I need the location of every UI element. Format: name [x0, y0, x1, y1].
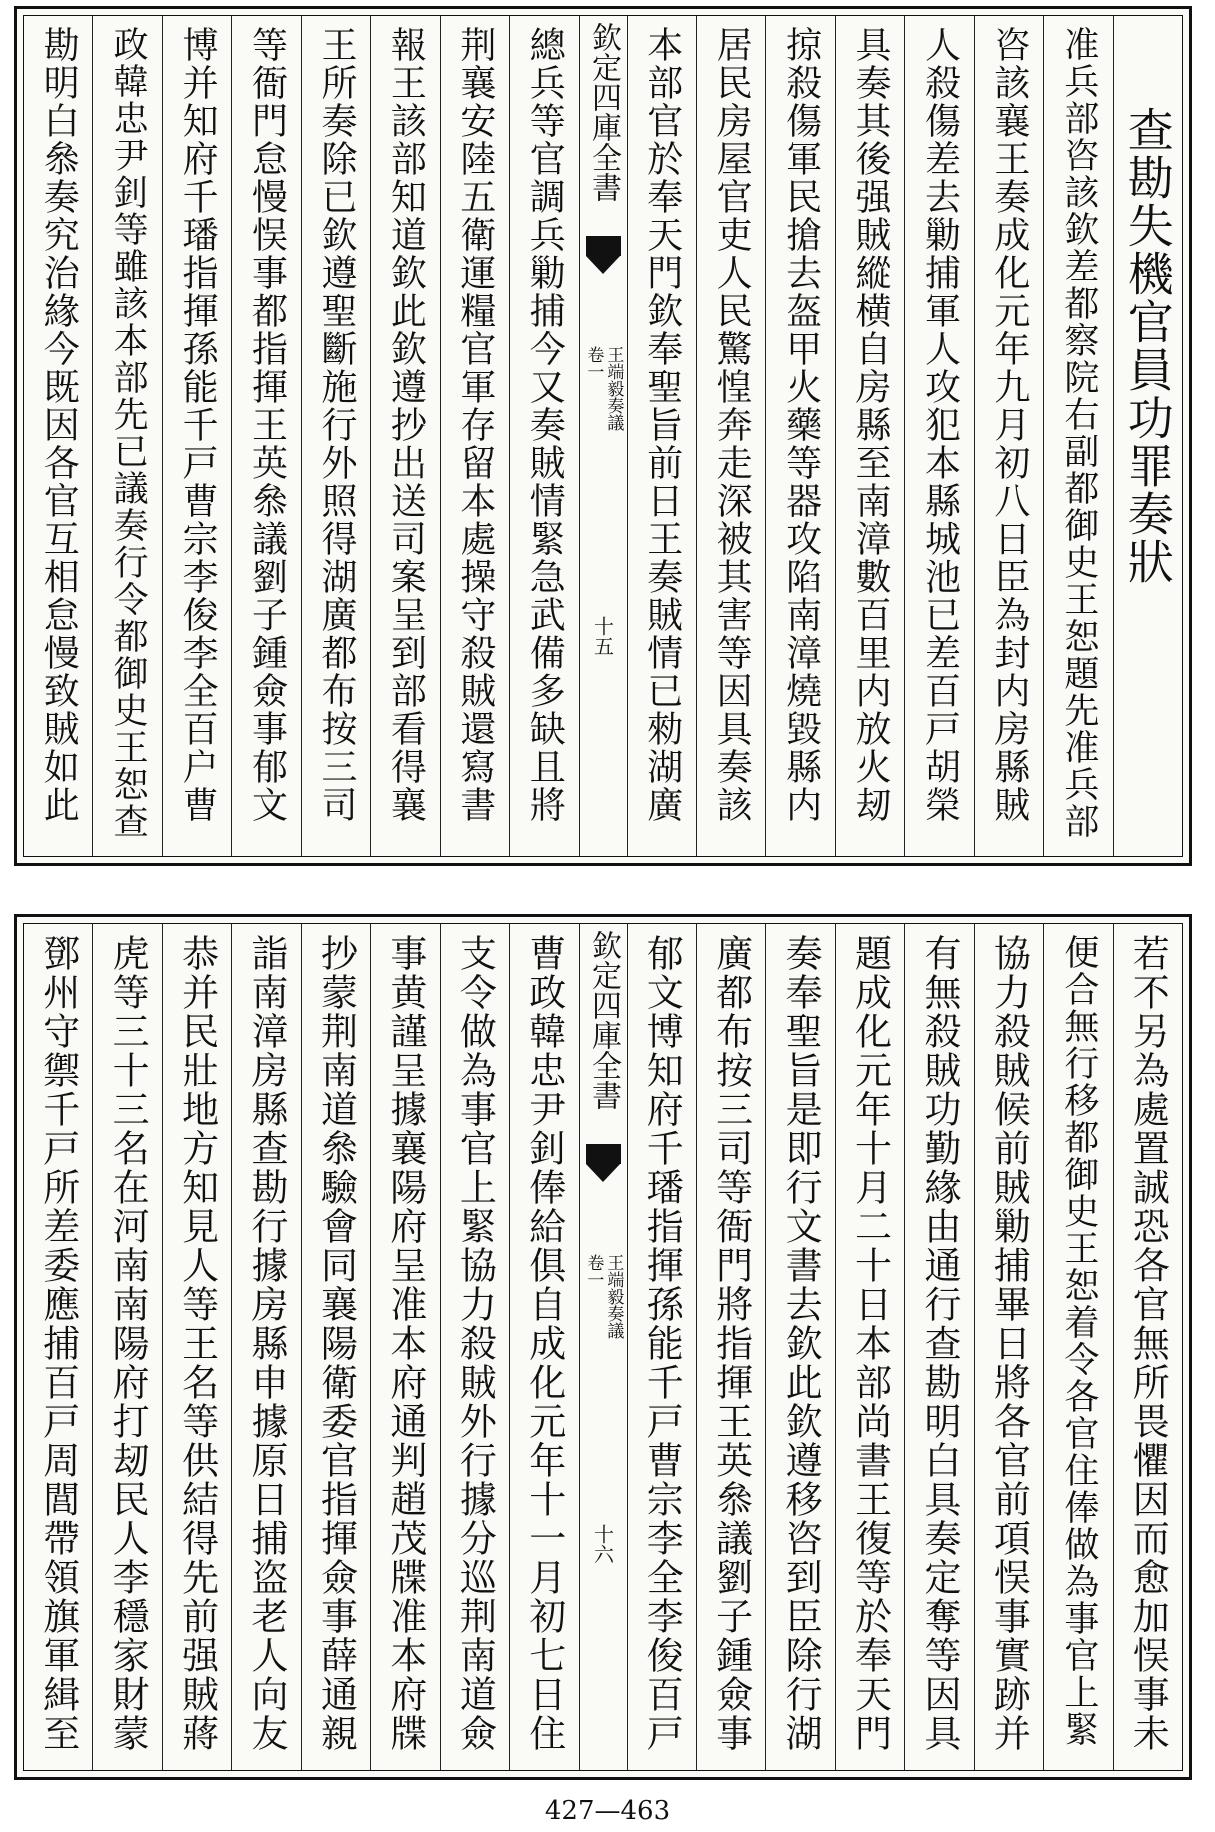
spine-volume: 卷一	[583, 1254, 604, 1288]
column-text: 政韓忠尹釗等雖該本部先已議奏行令都御史王恕查	[108, 26, 149, 840]
column-text: 鄧州守禦千戸所差委應捕百戸周閭帶領旗軍緝至	[36, 934, 80, 1753]
spine-title: 欽定四庫全書	[586, 930, 621, 1110]
spine-page-number: 十六	[590, 1524, 615, 1564]
page-top	[14, 6, 1192, 866]
column-text: 等衙門怠慢悮事都指揮王英叅議劉子鍾僉事郁文	[246, 26, 288, 824]
text-column	[162, 924, 231, 1770]
text-column	[904, 924, 973, 1770]
spine-work-title: 王端毅奏議	[603, 1254, 624, 1339]
page-top-columns	[24, 16, 1182, 856]
column-text: 王所奏除已欽遵聖斷施行外照得湖廣都布按三司	[315, 26, 357, 824]
text-column	[24, 924, 92, 1770]
text-column	[92, 924, 161, 1770]
text-column	[1113, 924, 1182, 1770]
column-text: 掠殺傷軍民搶去盔甲火藥等器攻陷南漳燒毀縣内	[780, 26, 822, 824]
text-column	[974, 924, 1043, 1770]
center-spine	[579, 16, 627, 856]
column-text: 虎等三十三名在河南南陽府打刼民人李穩家財蒙	[106, 934, 150, 1753]
page-footer-number: 427—463	[544, 1796, 671, 1826]
column-text: 具奏其後强賊縱横自房縣至南漳數百里内放火刼	[850, 26, 892, 824]
spine-page-number: 十五	[590, 616, 615, 656]
text-column	[696, 16, 765, 856]
text-column	[370, 924, 439, 1770]
page-bottom-columns	[24, 924, 1182, 1770]
column-text: 郁文博知府千璠指揮孫能千戸曹宗李全李俊百戸	[640, 934, 684, 1753]
text-column	[301, 924, 370, 1770]
text-column	[162, 16, 231, 856]
text-column	[301, 16, 370, 856]
column-text: 有無殺賊功勤緣由通行查勘明白具奏定奪等因具	[917, 934, 961, 1753]
spine-title: 欽定四庫全書	[586, 22, 621, 202]
text-column	[92, 16, 161, 856]
text-column	[696, 924, 765, 1770]
text-column	[1043, 924, 1112, 1770]
text-column	[440, 924, 509, 1770]
column-text: 詣南漳房縣查勘行據房縣申據原日捕盗老人向友	[245, 934, 289, 1753]
text-column	[370, 16, 439, 856]
text-column	[231, 16, 300, 856]
spine-fishtail	[586, 256, 620, 274]
text-column	[904, 16, 973, 856]
column-text: 居民房屋官吏人民驚惶奔走深被其害等因具奏該	[711, 26, 753, 824]
text-column	[509, 924, 578, 1770]
text-column	[231, 924, 300, 1770]
column-text: 准兵部咨該欽差都察院右副都御史王恕題先准兵部	[1058, 26, 1099, 840]
column-text: 事黄謹呈據襄陽府呈准本府通判趙茂牒准本府牒	[383, 934, 427, 1753]
column-text: 抄蒙荆南道叅驗會同襄陽衛委官指揮僉事薛通親	[314, 934, 358, 1753]
spine-fishtail-block	[586, 1144, 621, 1164]
page-top-frame	[23, 15, 1183, 857]
text-column	[627, 16, 696, 856]
column-text: 奏奉聖旨是即行文書去欽此欽遵移咨到臣除行湖	[779, 934, 823, 1753]
text-column	[765, 16, 834, 856]
page-bottom-frame	[23, 923, 1183, 1771]
text-column	[974, 16, 1043, 856]
text-column	[440, 16, 509, 856]
column-text: 協力殺賊候前賊勦捕畢日將各官前項悮事實跡并	[987, 934, 1031, 1753]
column-text: 荆襄安陸五衛運糧官軍存留本處操守殺賊還寫書	[454, 26, 496, 824]
column-text: 總兵等官調兵勦捕今又奏賊情緊急武備多缺且將	[524, 26, 566, 824]
text-column	[765, 924, 834, 1770]
column-text: 廣都布按三司等衙門將指揮王英叅議劉子鍾僉事	[709, 934, 753, 1753]
column-text: 若不另為處置誠恐各官無所畏懼因而愈加悮事未	[1126, 934, 1170, 1753]
column-text: 恭并民壯地方知見人等王名等供結得先前强賊蔣	[175, 934, 219, 1753]
heading-column	[1113, 16, 1182, 856]
text-column	[24, 16, 92, 856]
column-text: 報王該部知道欽此欽遵抄出送司案呈到部看得襄	[385, 26, 427, 824]
spine-fishtail-block	[586, 236, 621, 256]
column-text: 便合無行移都御史王恕着令各官住俸做為事官上緊	[1058, 934, 1099, 1748]
column-text: 勘明白叅奏究治緣今既因各官互相怠慢致賊如此	[38, 26, 80, 824]
page-bottom	[14, 914, 1192, 1780]
column-text: 博并知府千璠指揮孫能千戸曹宗李俊李全百户曹	[177, 26, 219, 824]
spine-volume: 卷一	[583, 346, 604, 380]
document-heading: 查勘失機官員功罪奏狀	[1120, 106, 1175, 586]
center-spine	[579, 924, 627, 1770]
column-text: 人殺傷差去勦捕軍人攻犯本縣城池已差百戸胡榮	[919, 26, 961, 824]
spine-fishtail	[586, 1164, 620, 1182]
column-text: 支令做為事官上緊協力殺賊外行據分巡荆南道僉	[453, 934, 497, 1753]
column-text: 題成化元年十月二十日本部尚書王復等於奉天門	[848, 934, 892, 1753]
column-text: 曹政韓忠尹釗俸給俱自成化元年十一月初七日住	[522, 934, 566, 1753]
spine-work-title: 王端毅奏議	[603, 346, 624, 431]
column-text: 咨該襄王奏成化元年九月初八日臣為封内房縣賊	[988, 26, 1030, 824]
text-column	[835, 924, 904, 1770]
text-column	[509, 16, 578, 856]
column-text: 本部官於奉天門欽奉聖旨前日王奏賊情已勑湖廣	[641, 26, 683, 824]
text-column	[835, 16, 904, 856]
text-column	[1043, 16, 1112, 856]
text-column	[627, 924, 696, 1770]
